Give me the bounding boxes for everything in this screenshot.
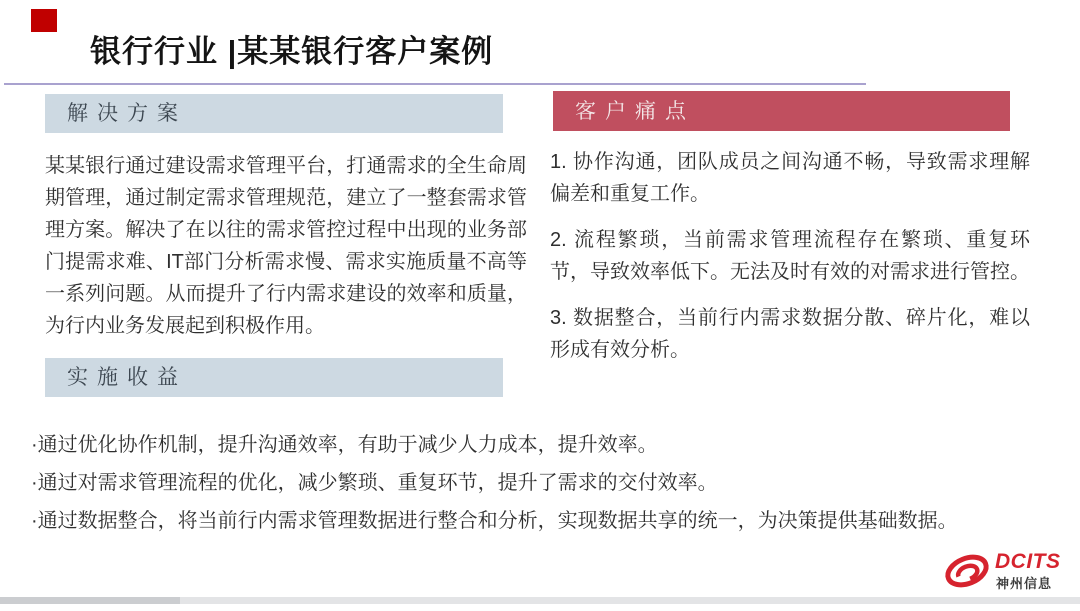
benefit-item: ·通过数据整合，将当前行内需求管理数据进行整合和分析，实现数据共享的统一，为决策提供基础数据。 [31,510,958,532]
pain-point-item: 2. 流程繁琐，当前需求管理流程存在繁琐、重复环节，导致效率低下。无法及时有效的对需求进行管控。 [550,229,1030,283]
title-underline [4,83,866,85]
page-title: 银行行业 |某某银行客户案例 [90,34,494,69]
horizontal-scrollbar-track[interactable] [0,597,1080,604]
solution-header: 解决方案 [45,94,503,133]
dcits-logo [943,549,1068,593]
dcits-company-text: 神州信息 [996,576,1053,591]
accent-square [31,9,57,32]
horizontal-scrollbar-thumb[interactable] [0,597,180,604]
benefits-header: 实施收益 [45,358,503,397]
benefits-list [31,426,1041,540]
pain-points-list [550,146,1030,380]
pain-point-item: 3. 数据整合，当前行内需求数据分散、碎片化，难以形成有效分析。 [550,307,1030,361]
benefit-item: ·通过优化协作机制，提升沟通效率，有助于减少人力成本，提升效率。 [31,434,658,456]
benefit-item: ·通过对需求管理流程的优化，减少繁琐、重复环节，提升了需求的交付效率。 [31,472,718,494]
solution-body-text: 某某银行通过建设需求管理平台，打通需求的全生命周期管理，通过制定需求管理规范，建立了一整套需求管理方案。解决了在以往的需求管控过程中出现的业务部门提需求难、IT部门分析需求慢、需求实施质量不高等一系列问题。从而提升了行内需求建设的效率和质量，为行内业务发展起到积极作用。 [45,155,527,337]
pain-point-item: 1. 协作沟通，团队成员之间沟通不畅，导致需求理解偏差和重复工作。 [550,151,1030,205]
dcits-swirl-icon [943,551,991,591]
dcits-brand-text: DCITS [995,550,1061,573]
pain-points-header: 客户痛点 [553,91,1010,131]
